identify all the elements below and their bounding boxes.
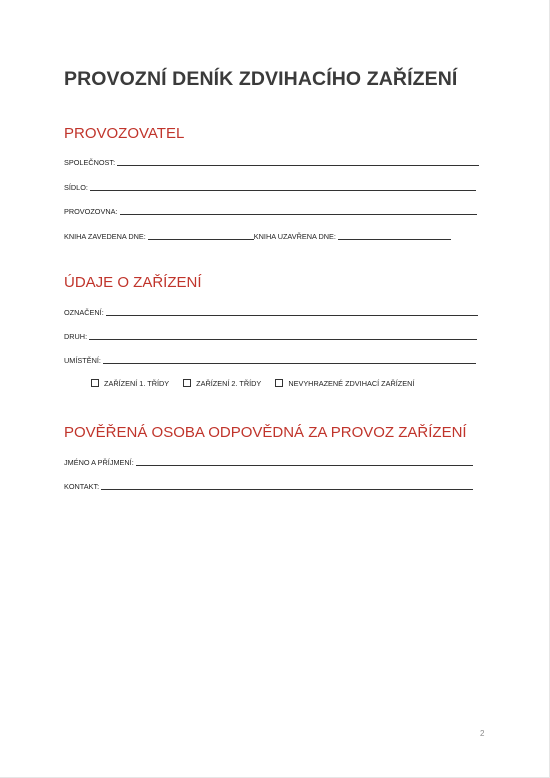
field-label-kniha-uzavrena: KNIHA UZAVŘENA DNE: (253, 232, 336, 241)
section-heading-provozovatel: PROVOZOVATEL (64, 125, 185, 142)
field-jmeno (64, 455, 473, 467)
field-input-line-kniha-uzavrena[interactable] (338, 231, 451, 240)
page-number: 2 (480, 729, 485, 738)
field-input-line-provozovna[interactable] (120, 206, 477, 215)
field-provozovna (64, 204, 477, 216)
checkbox-option-nevyhrazene[interactable] (275, 379, 414, 388)
checkbox-trida-2[interactable] (183, 379, 191, 387)
field-input-line-sidlo[interactable] (90, 182, 476, 191)
field-label-spolecnost: SPOLEČNOST: (64, 158, 116, 167)
field-oznaceni (64, 305, 478, 317)
checkbox-label-trida-2: ZAŘÍZENÍ 2. TŘÍDY (196, 378, 262, 388)
checkbox-option-trida-2[interactable] (183, 379, 261, 388)
field-umisteni (64, 353, 476, 365)
field-input-line-oznaceni[interactable] (106, 307, 478, 316)
field-input-line-druh[interactable] (89, 331, 477, 340)
field-label-provozovna: PROVOZOVNA: (64, 207, 118, 216)
field-label-umisteni: UMÍSTĚNÍ: (64, 356, 101, 365)
checkbox-nevyhrazene[interactable] (275, 379, 283, 387)
field-kniha-dates (64, 229, 451, 241)
field-label-oznaceni: OZNAČENÍ: (64, 308, 104, 317)
field-kontakt (64, 479, 473, 491)
field-druh (64, 329, 477, 341)
field-label-kontakt: KONTAKT: (64, 482, 100, 491)
field-spolecnost (64, 155, 479, 167)
checkbox-label-trida-1: ZAŘÍZENÍ 1. TŘÍDY (104, 378, 170, 388)
checkbox-trida-1[interactable] (91, 379, 99, 387)
field-input-line-spolecnost[interactable] (117, 157, 479, 166)
field-label-sidlo: SÍDLO: (64, 183, 88, 192)
section-heading-poverena-osoba: POVĚŘENÁ OSOBA ODPOVĚDNÁ ZA PROVOZ ZAŘÍZENÍ (64, 424, 467, 441)
document-title: PROVOZNÍ DENÍK ZDVIHACÍHO ZAŘÍZENÍ (64, 68, 458, 90)
checkbox-option-trida-1[interactable] (91, 379, 169, 388)
equipment-class-options (91, 377, 428, 389)
field-input-line-kontakt[interactable] (101, 481, 473, 490)
checkbox-label-nevyhrazene: NEVYHRAZENÉ ZDVIHACÍ ZAŘÍZENÍ (288, 378, 415, 388)
field-label-druh: DRUH: (64, 332, 88, 341)
field-label-jmeno: JMÉNO A PŘÍJMENÍ: (64, 458, 134, 467)
field-label-kniha-zavedena: KNIHA ZAVEDENA DNE: (64, 232, 146, 241)
field-sidlo (64, 180, 476, 192)
field-input-line-umisteni[interactable] (103, 355, 476, 364)
field-input-line-jmeno[interactable] (136, 457, 473, 466)
section-heading-udaje: ÚDAJE O ZAŘÍZENÍ (64, 274, 202, 291)
field-input-line-kniha-zavedena[interactable] (148, 231, 254, 240)
